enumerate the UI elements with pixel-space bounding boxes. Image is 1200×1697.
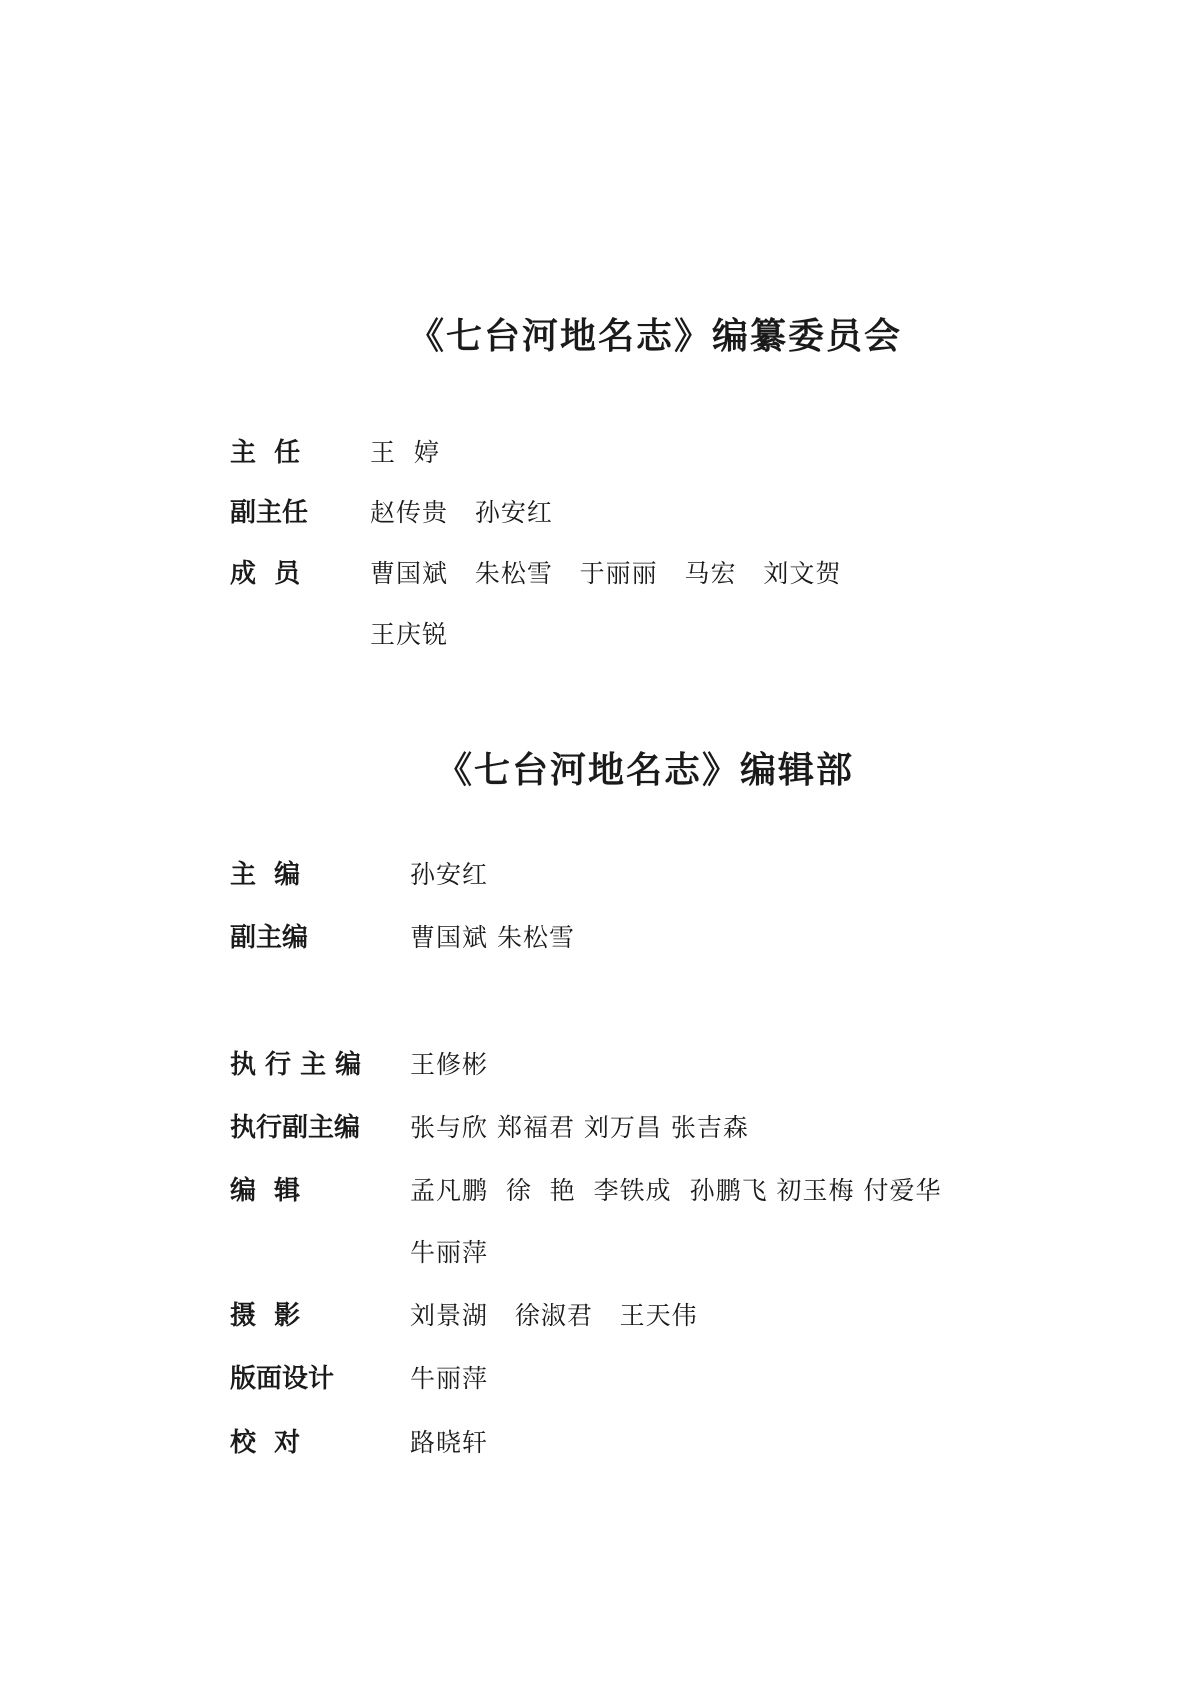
row-value: 路晓轩 — [410, 1428, 489, 1457]
row-value: 孙安红 — [410, 860, 489, 889]
committee-title: 《七台河地名志》编纂委员会 — [407, 315, 902, 357]
row-label: 校 对 — [230, 1428, 301, 1458]
row-value: 王修彬 — [410, 1050, 489, 1079]
row-value: 赵传贵 孙安红 — [370, 498, 553, 527]
row-value: 张与欣 郑福君 刘万昌 张吉森 — [410, 1113, 749, 1142]
editorial-title: 《七台河地名志》编辑部 — [435, 749, 854, 791]
row-label: 主 编 — [230, 860, 301, 890]
row-label: 摄 影 — [230, 1301, 301, 1331]
row-value: 孟凡鹏 徐 艳 李铁成 孙鹏飞 初玉梅 付爱华 — [410, 1176, 942, 1205]
row-value: 王庆锐 — [370, 620, 449, 649]
row-label: 主 任 — [230, 438, 301, 468]
row-label: 编 辑 — [230, 1176, 301, 1206]
row-label: 成 员 — [230, 559, 301, 589]
row-label: 副主任 — [230, 498, 309, 528]
row-label: 版面设计 — [230, 1364, 335, 1394]
row-label: 副主编 — [230, 923, 309, 953]
row-value: 牛丽萍 — [410, 1364, 489, 1393]
row-value: 刘景湖 徐淑君 王天伟 — [410, 1301, 698, 1330]
row-value: 牛丽萍 — [410, 1238, 489, 1267]
row-label: 执 行 主 编 — [230, 1050, 362, 1080]
row-value: 曹国斌 朱松雪 于丽丽 马宏 刘文贺 — [370, 559, 842, 588]
row-value: 王 婷 — [370, 438, 440, 467]
row-label: 执行副主编 — [230, 1113, 361, 1143]
row-value: 曹国斌 朱松雪 — [410, 923, 575, 952]
